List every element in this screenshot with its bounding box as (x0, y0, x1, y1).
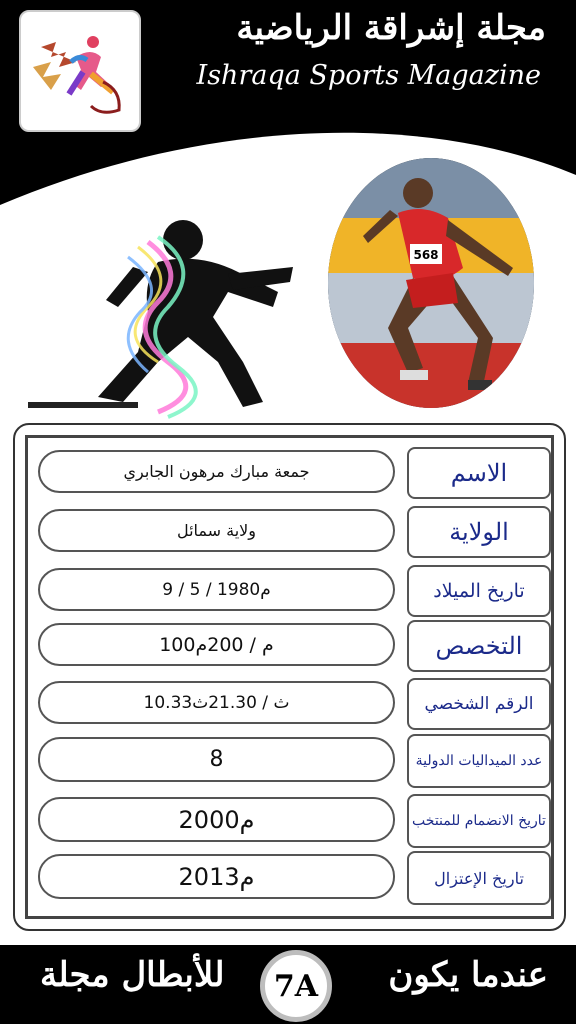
field-label-specialty: التخصص (407, 620, 551, 672)
athlete-photo-image (328, 158, 534, 408)
footer-slogan-left: للأبطال مجلة (40, 955, 225, 995)
field-label-name: الاسم (407, 447, 551, 499)
field-label-birthdate: تاريخ الميلاد (407, 565, 551, 617)
bib-number: 568 (413, 248, 439, 262)
footer-slogan-right: عندما يكون (388, 955, 548, 995)
magazine-title-english: Ishraqa Sports Magazine (196, 60, 541, 91)
magazine-title-arabic: مجلة إشراقة الرياضية (236, 8, 546, 48)
field-value-join-date: 2000م (38, 797, 395, 842)
field-label-personal-record: الرقم الشخصي (407, 678, 551, 730)
field-value-personal-record: 10.33ث / 21.30ث (38, 681, 395, 724)
field-label-state: الولاية (407, 506, 551, 558)
field-value-retirement-date: 2013م (38, 854, 395, 899)
field-value-state: ولاية سمائل (38, 509, 395, 552)
field-value-name: جمعة مبارك مرهون الجابري (38, 450, 395, 493)
field-value-specialty: 100م / 200م (38, 623, 395, 666)
logo-runner-icon (21, 12, 139, 130)
athlete-photo (328, 158, 534, 408)
magazine-logo (19, 10, 141, 132)
field-value-medals: 8 (38, 737, 395, 782)
field-label-retirement-date: تاريخ الإعتزال (407, 851, 551, 905)
field-label-join-date: تاريخ الانضمام للمنتخب (407, 794, 551, 848)
footer-badge: 7A (260, 950, 332, 1022)
field-label-medals: عدد الميداليات الدولية (407, 734, 551, 788)
sprinter-silhouette-image (28, 212, 318, 422)
field-value-birthdate: 9 / 5 / 1980م (38, 568, 395, 611)
